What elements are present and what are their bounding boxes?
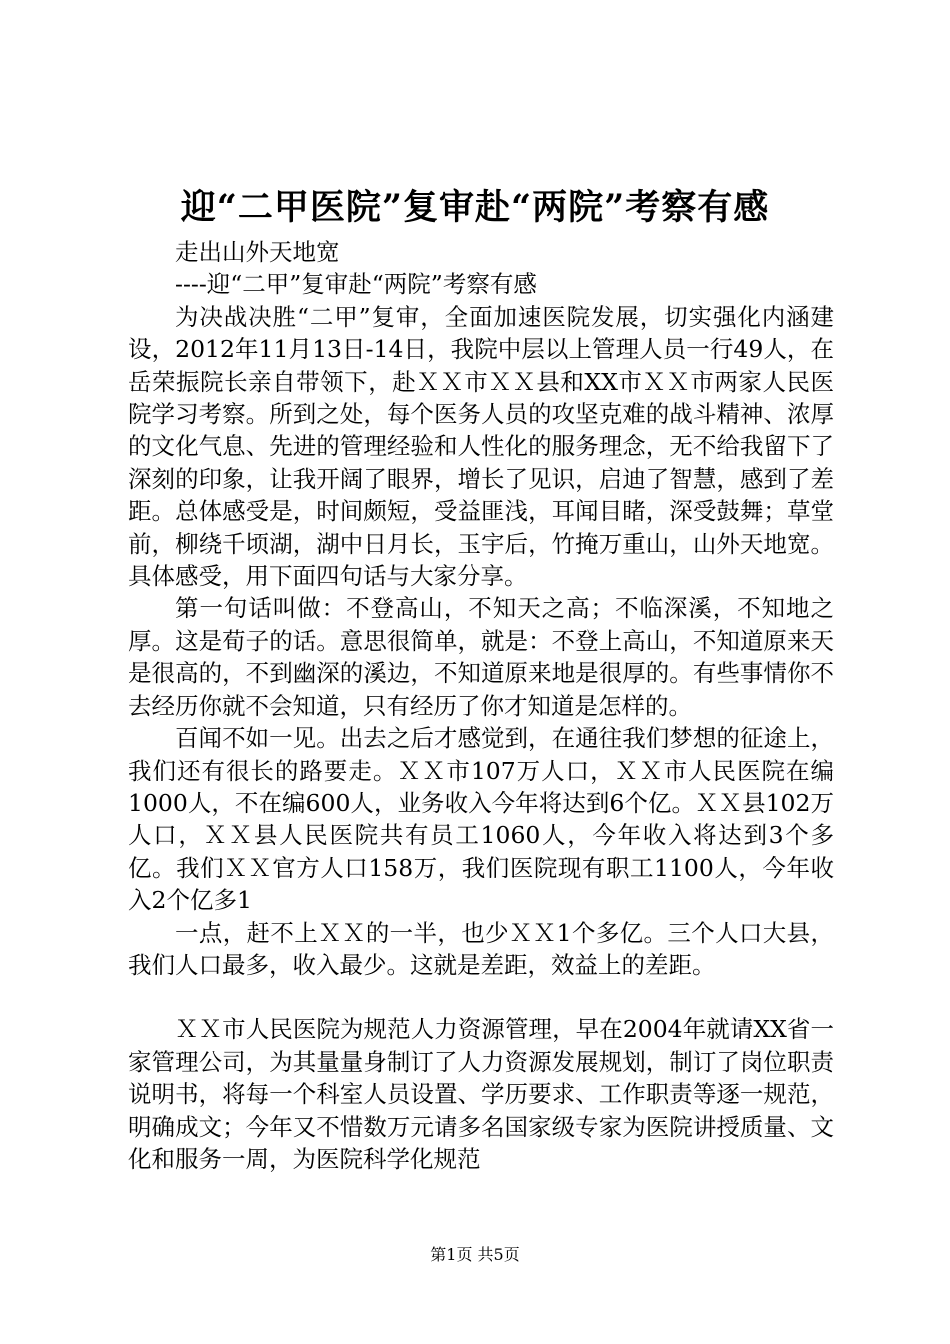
body-paragraph: ＸＸ市人民医院为规范人力资源管理，早在2004年就请XX省一家管理公司，为其量量身制订了人力资源发展规划，制订了岗位职责说明书，将每一个科室人员设置、学历要求、工作职责等逐一规范，明确成文；今年又不惜数万元请多名国家级专家为医院讲授质量、文化和服务一周，为医院科学化规范 [128,1015,834,1173]
page-footer: 第1页 共5页 [430,1245,520,1264]
body-paragraph: 百闻不如一见。出去之后才感觉到，在通往我们梦想的征途上，我们还有很长的路要走。ＸＸ市107万人口，ＸＸ市人民医院在编1000人，不在编600人，业务收入今年将达到6个亿。ＸＸ县102万人口，ＸＸ县人民医院共有员工1060人，今年收入将达到3个多亿。我们ＸＸ官方人口158万，我们医院现有职工1100人，今年收入2个亿多1 [128,724,834,915]
document-body [128,236,834,1175]
subtitle-line: 走出山外天地宽 [175,238,340,266]
subtitle-line: ----迎“二甲”复审赴“两院”考察有感 [175,270,537,299]
body-paragraph: 第一句话叫做：不登高山，不知天之高；不临深溪，不知地之厚。这是荀子的话。意思很简单，就是：不登上高山，不知道原来天是很高的，不到幽深的溪边，不知道原来地是很厚的。有些事情你不去经历你就不会知道，只有经历了你才知道是怎样的。 [128,594,834,720]
body-paragraph: 为决战决胜“二甲”复审，全面加速医院发展，切实强化内涵建设，2012年11月13日-14日，我院中层以上管理人员一行49人，在岳荣振院长亲自带领下，赴ＸＸ市ＸＸ县和XX市ＸＸ市两家人民医院学习考察。所到之处，每个医务人员的攻坚克难的战斗精神、浓厚的文化气息、先进的管理经验和人性化的服务理念，无不给我留下了深刻的印象，让我开阔了眼界，增长了见识，启迪了智慧，感到了差距。总体感受是，时间颇短，受益匪浅，耳闻目睹，深受鼓舞；草堂前，柳绕千顷湖，湖中日月长，玉宇后，竹掩万重山，山外天地宽。具体感受，用下面四句话与大家分享。 [128,302,834,591]
page-title: 迎“二甲医院”复审赴“两院”考察有感 [180,187,770,228]
body-paragraph: 一点，赶不上ＸＸ的一半，也少ＸＸ1个多亿。三个人口大县，我们人口最多，收入最少。这就是差距，效益上的差距。 [128,918,834,979]
